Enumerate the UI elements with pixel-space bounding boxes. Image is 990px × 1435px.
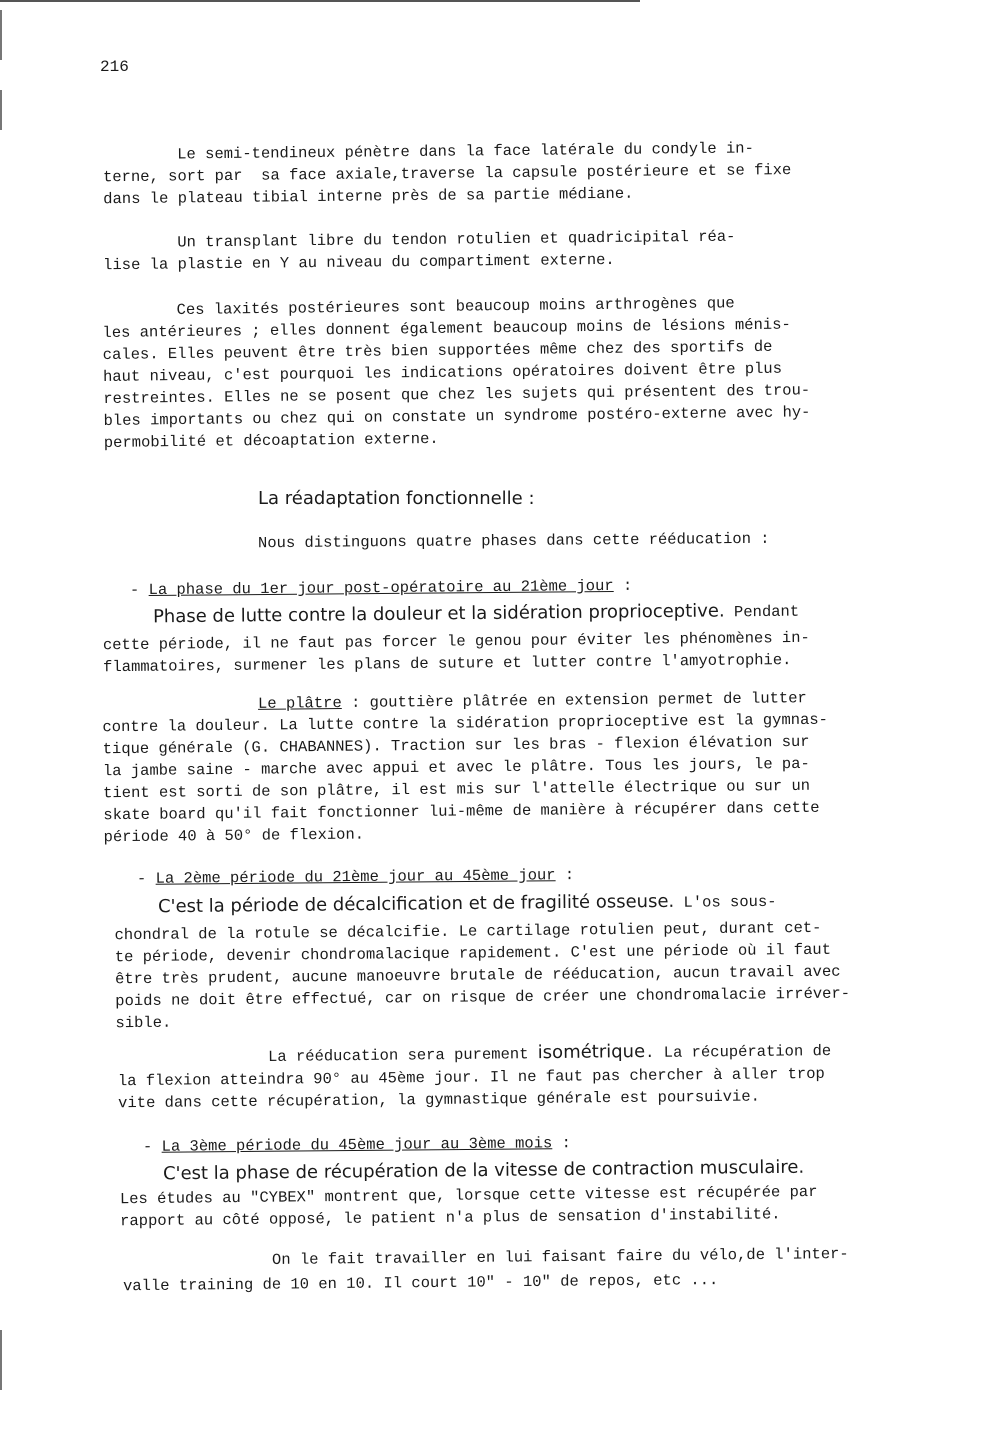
intro-line: Nous distinguons quatre phases dans cette rééducation : bbox=[257, 529, 770, 553]
scan-margin-mark bbox=[0, 1330, 2, 1390]
section-heading: La réadaptation fonctionnelle : bbox=[258, 488, 535, 509]
phase3-title: La 3ème période du 45ème jour au 3ème mois bbox=[161, 1134, 553, 1156]
phase2-header bbox=[137, 864, 574, 890]
phase2-dash: - bbox=[136, 869, 156, 888]
phase1-title: La phase du 1er jour post-opératoire au 21ème jour bbox=[148, 576, 614, 600]
platre-first: : gouttière plâtrée en extension permet de lutter bbox=[341, 689, 807, 712]
phase1-colon: : bbox=[613, 576, 633, 595]
phase3-body: Les études au "CYBEX" montrent que, lorsque cette vitesse est récupérée par rapport au côté opposé, le patient n'a plus de sensation d'instabilité. bbox=[119, 1182, 818, 1231]
phase1-body-first: Pendant bbox=[724, 602, 800, 622]
phase2-colon: : bbox=[555, 866, 575, 885]
phase3-last-body: valle training de 10 en 10. Il court 10" - 10" de repos, etc ... bbox=[122, 1271, 719, 1296]
phase2-lead-line bbox=[158, 890, 777, 919]
paragraph-transplant: Un transplant libre du tendon rotulien et quadricipital réa- lise la plastie en Y au niveau du compartiment externe. bbox=[102, 227, 736, 275]
paragraph-laxites: Ces laxités postérieures sont beaucoup moins arthrogènes que les antérieures ; elles donnent également beaucoup moins de lésions ménis- cales. Elles peuvent être très bien supportées même chez des sportifs de haut niveau, c'est pourquoi les indications opératoires doivent être plus restreintes. Elles ne se posent que chez les sujets qui présentent des trou- bles importants ou chez qui on constate un syndrome postéro-externe avec hy- permobilité et décoaptation externe. bbox=[102, 294, 811, 452]
scan-margin-mark bbox=[0, 90, 2, 130]
scan-top-rule bbox=[0, 0, 640, 2]
phase2-body: chondral de la rotule se décalcifie. Le cartilage rotulien peut, durant cet- te période, devenir chondromalacique rapidement. C'est une période où il faut être très prudent, aucune manoeuvre brutale de rééducation, aucun travail avec poids ne doit être effectué, car on risque de créer une chondromalacie irréver- sible. bbox=[114, 918, 851, 1033]
phase3-lead: C'est la phase de récupération de la vitesse de contraction musculaire. bbox=[162, 1156, 805, 1185]
phase2-title: La 2ème période du 21ème jour au 45ème jour bbox=[155, 866, 556, 888]
platre-body: contre la douleur. La lutte contre la sidération proprioceptive est la gymnas- tique générale (G. CHABANNES). Traction sur les bras - flexion élévation sur la jambe saine - marche avec appui et avec le plâtre. Tous les jours, le pa- tient est sorti de son plâtre, il est mis sur l'attelle électrique ou sur un skate board qu'il fait fonctionner lui-même de manière à récupérer dans cette période 40 à 50° de flexion. bbox=[102, 710, 829, 847]
phase1-lead-line bbox=[153, 600, 799, 630]
platre-label: Le plâtre bbox=[257, 693, 342, 713]
page-number: 216 bbox=[100, 58, 129, 76]
phase1-dash: - bbox=[129, 581, 149, 600]
phase3-colon: : bbox=[552, 1134, 571, 1153]
phase3-dash: - bbox=[142, 1137, 162, 1156]
reeducation-end: . La récupération de bbox=[645, 1042, 832, 1062]
reeducation-start: La rééducation sera purement bbox=[267, 1045, 538, 1066]
paragraph-semi-tendineux: Le semi-tendineux pénètre dans la face latérale du condyle in- terne, sort par sa face axiale,traverse la capsule postérieure et se fixe dans le plateau tibial interne près de sa partie médiane. bbox=[102, 139, 792, 209]
reeducation-body: la flexion atteindra 90° au 45ème jour. Il ne faut pas chercher à aller trop vite dans cette récupération, la gymnastique générale est poursuivie. bbox=[117, 1064, 825, 1113]
phase1-header bbox=[130, 575, 632, 601]
phase2-body-first: L'os sous- bbox=[674, 892, 777, 912]
phase3-header bbox=[143, 1132, 571, 1158]
phase1-lead: Phase de lutte contre la douleur et la sidération proprioceptive. bbox=[152, 600, 725, 628]
phase1-body: cette période, il ne faut pas forcer le genou pour éviter les phénomènes in- flammatoires, surmener les plans de suture et lutter contre l'amyotrophie. bbox=[102, 628, 810, 677]
reeducation-isometrique: isométrique bbox=[537, 1041, 646, 1064]
phase2-lead: C'est la période de décalcification et de fragilité osseuse. bbox=[157, 890, 675, 918]
phase3-last-first: On le fait travailler en lui faisant faire du vélo,de l'inter- bbox=[271, 1244, 849, 1270]
scan-margin-mark bbox=[0, 10, 2, 60]
